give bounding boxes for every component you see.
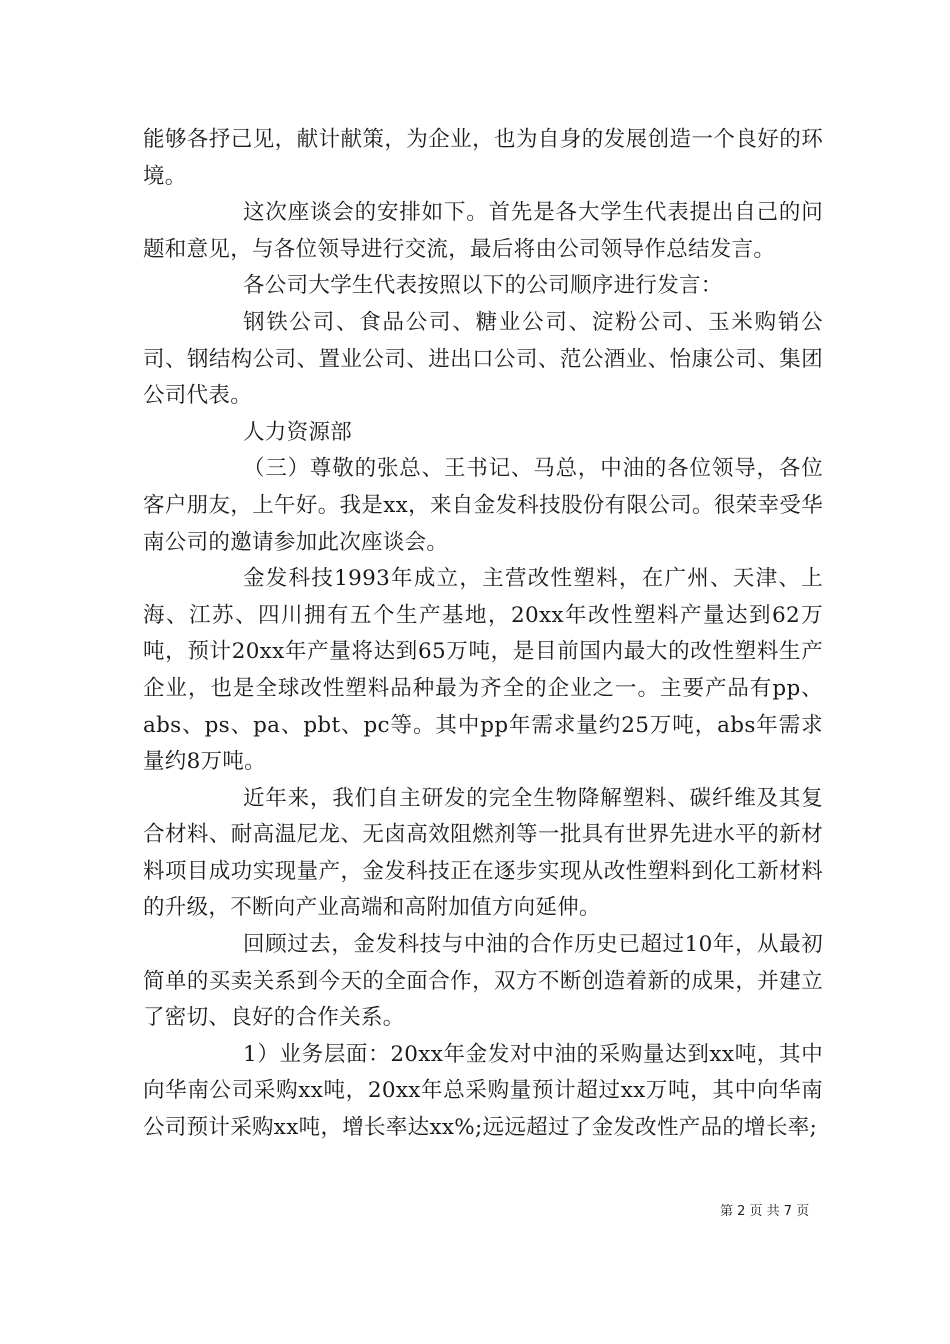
paragraph-speech-greeting: （三）尊敬的张总、王书记、马总，中油的各位领导，各位客户朋友，上午好。我是xx，来自金发科技股份有限公司。很荣幸受华南公司的邀请参加此次座谈会。	[143, 456, 823, 555]
paragraph-rnd: 近年来，我们自主研发的完全生物降解塑料、碳纤维及其复合材料、耐高温尼龙、无卤高效阻燃剂等一批具有世界先进水平的新材料项目成功实现量产，金发科技正在逐步实现从改性塑料到化工新材料的升级，不断向产业高端和高附加值方向延伸。	[143, 785, 823, 921]
paragraph-business-level: 1）业务层面：20xx年金发对中油的采购量达到xx吨，其中向华南公司采购xx吨，20xx年总采购量预计超过xx万吨，其中向华南公司预计采购xx吨，增长率达xx%;远远超过了金发改性产品的增长率;	[143, 1041, 823, 1141]
page-number-footer: 第 2 页 共 7 页	[720, 1204, 810, 1219]
paragraph-company-list: 钢铁公司、食品公司、糖业公司、淀粉公司、玉米购销公司、钢结构公司、置业公司、进出口公司、范公酒业、怡康公司、集团公司代表。	[143, 309, 823, 409]
paragraph-speaking-order: 各公司大学生代表按照以下的公司顺序进行发言：	[243, 273, 723, 299]
paragraph-department-signature: 人力资源部	[243, 419, 353, 445]
paragraph-company-profile: 金发科技1993年成立，主营改性塑料，在广州、天津、上海、江苏、四川拥有五个生产基地，20xx年改性塑料产量达到62万吨，预计20xx年产量将达到65万吨，是目前国内最大的改性塑料生产企业，也是全球改性塑料品种最为齐全的企业之一。主要产品有pp、abs、ps、pa、pbt、pc等。其中pp年需求量约25万吨，abs年需求量约8万吨。	[143, 566, 823, 775]
paragraph-cooperation-history: 回顾过去，金发科技与中油的合作历史已超过10年，从最初简单的买卖关系到今天的全面合作，双方不断创造着新的成果，并建立了密切、良好的合作关系。	[143, 932, 823, 1031]
paragraph-schedule: 这次座谈会的安排如下。首先是各大学生代表提出自己的问题和意见，与各位领导进行交流，最后将由公司领导作总结发言。	[143, 200, 823, 262]
paragraph-closing-intro: 能够各抒己见，献计献策，为企业，也为自身的发展创造一个良好的环境。	[143, 127, 823, 189]
document-body	[143, 122, 823, 1147]
